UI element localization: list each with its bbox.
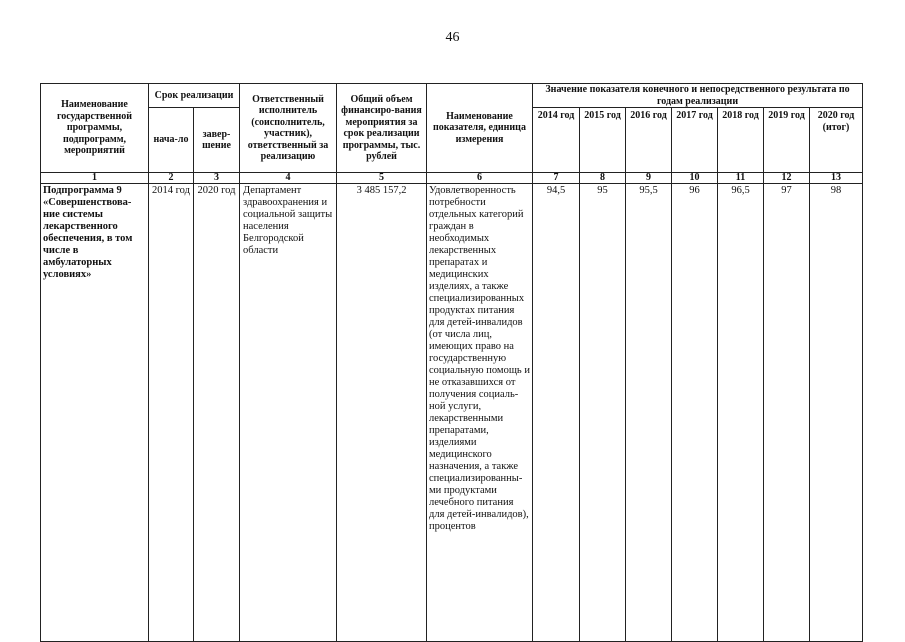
header-year-2020-total: 2020 год (итог)	[810, 108, 863, 173]
header-program-name: Наименование государственной программы, подпрограмм, мероприятий	[41, 84, 149, 173]
value-2016: 95,5	[626, 184, 672, 642]
header-years-group: Значение показателя конечного и непосредственного результата по годам реализации	[533, 84, 863, 108]
column-number: 4	[240, 173, 337, 184]
column-number: 7	[533, 173, 580, 184]
header-term-start: нача-ло	[149, 108, 194, 173]
header-indicator: Наименование показателя, единица измерения	[427, 84, 533, 173]
column-number: 6	[427, 173, 533, 184]
header-year-2014: 2014 год	[533, 108, 580, 173]
value-2020: 98	[810, 184, 863, 642]
column-number-row	[41, 173, 863, 184]
header-year-2017: 2017 год	[672, 108, 718, 173]
value-2018: 96,5	[718, 184, 764, 642]
header-funding: Общий объем финансиро-вания мероприятия за срок реализации программы, тыс. рублей	[337, 84, 427, 173]
executor-value: Департамент здравоохранения и социальной защиты населения Белгородской области	[240, 184, 337, 642]
value-2014: 94,5	[533, 184, 580, 642]
column-number: 1	[41, 173, 149, 184]
column-number: 3	[194, 173, 240, 184]
table-row	[41, 184, 863, 642]
column-number: 10	[672, 173, 718, 184]
subprogram-name: Подпрограмма 9 «Совершенствова-ние системы лекарственного обеспечения, в том числе в амбулаторных условиях»	[41, 184, 149, 642]
header-executor: Ответственный исполнитель (соисполнитель, участник), ответственный за реализацию	[240, 84, 337, 173]
column-number: 11	[718, 173, 764, 184]
term-start-value: 2014 год	[149, 184, 194, 642]
value-2017: 96	[672, 184, 718, 642]
value-2015: 95	[580, 184, 626, 642]
column-number: 9	[626, 173, 672, 184]
program-table	[40, 83, 863, 642]
header-term-end: завер-шение	[194, 108, 240, 173]
column-number: 2	[149, 173, 194, 184]
column-number: 5	[337, 173, 427, 184]
column-number: 12	[764, 173, 810, 184]
column-number: 13	[810, 173, 863, 184]
value-2019: 97	[764, 184, 810, 642]
column-number: 8	[580, 173, 626, 184]
header-year-2019: 2019 год	[764, 108, 810, 173]
term-end-value: 2020 год	[194, 184, 240, 642]
page-number: 46	[445, 30, 460, 45]
funding-value: 3 485 157,2	[337, 184, 427, 642]
header-year-2018: 2018 год	[718, 108, 764, 173]
header-term-group: Срок реализации	[149, 84, 240, 108]
indicator-value: Удовлетворенность потребности отдельных категорий граждан в необходимых лекарственных препаратах и медицинских изделиях, а также специализированных продуктах питания для детей-инвалидов (от числа лиц, имеющих право на государственную социальную помощь и не отказавшихся от получения социаль-ной услуги, лекарственными препаратами, изделиями медицинского назначения, а также специализированны-ми продуктами лечебного питания для детей-инвалидов), процентов	[427, 184, 533, 642]
header-year-2015: 2015 год	[580, 108, 626, 173]
header-year-2016: 2016 год	[626, 108, 672, 173]
